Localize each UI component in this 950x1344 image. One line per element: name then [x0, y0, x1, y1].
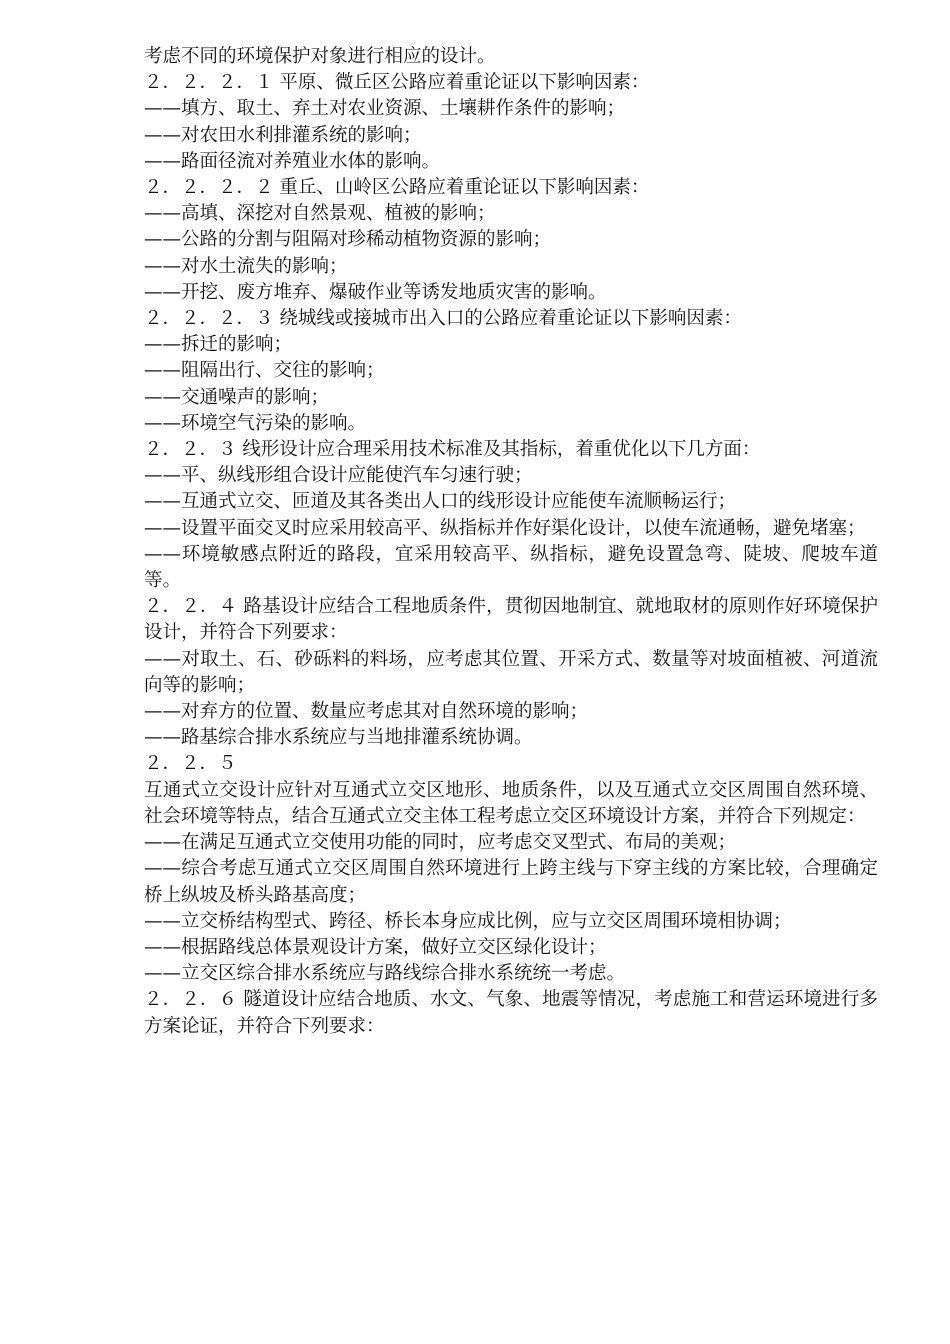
list-item: ——对取土、石、砂砾料的料场，应考虑其位置、开采方式、数量等对坡面植被、河道流向等的影响；	[144, 648, 878, 696]
list-item: ——设置平面交叉时应采用较高平、纵指标并作好渠化设计，以使车流通畅，避免堵塞；	[144, 517, 866, 539]
section-heading: ２．２．２．２ 重丘、山岭区公路应着重论证以下影响因素：	[144, 177, 650, 199]
list-item: ——对水土流失的影响；	[144, 255, 348, 277]
section-heading: ２．２．５	[144, 753, 237, 775]
list-item: ——对农田水利排灌系统的影响；	[144, 124, 422, 146]
list-item: ——立交区综合排水系统应与路线综合排水系统统一考虑。	[144, 963, 626, 985]
list-item: ——互通式立交、匝道及其各类出人口的线形设计应能使车流顺畅运行；	[144, 491, 737, 513]
list-item: ——在满足互通式立交使用功能的同时，应考虑交叉型式、布局的美观；	[144, 832, 737, 854]
list-item: ——高填、深挖对自然景观、植被的影响；	[144, 203, 496, 225]
text-line: 考虑不同的环境保护对象进行相应的设计。	[144, 46, 496, 67]
list-item: ——环境空气污染的影响。	[144, 412, 367, 434]
document-page	[144, 44, 878, 1040]
section-heading: ２．２．２．３ 绕城线或接城市出入口的公路应着重论证以下影响因素：	[144, 308, 742, 330]
list-item: ——阻隔出行、交往的影响；	[144, 360, 385, 382]
list-item: ——路基综合排水系统应与当地排灌系统协调。	[144, 727, 533, 749]
list-item: ——路面径流对养殖业水体的影响。	[144, 150, 441, 172]
section-heading: ２．２．６ 隧道设计应结合地质、水文、气象、地震等情况，考虑施工和营运环境进行多方案论证，并符合下列要求：	[144, 989, 878, 1037]
list-item: ——综合考虑互通式立交区周围自然环境进行上跨主线与下穿主线的方案比较，合理确定桥上纵坡及桥头路基高度；	[144, 858, 878, 906]
paragraph: 互通式立交设计应针对互通式立交区地形、地质条件，以及互通式立交区周围自然环境、社会环境等特点，结合互通式立交主体工程考虑立交区环境设计方案，并符合下列规定：	[144, 779, 878, 827]
list-item: ——填方、取土、弃土对农业资源、土壤耕作条件的影响；	[144, 98, 626, 120]
list-item: ——根据路线总体景观设计方案，做好立交区绿化设计；	[144, 936, 607, 958]
section-heading: ２．２．２．１ 平原、微丘区公路应着重论证以下影响因素：	[144, 72, 650, 94]
list-item: ——环境敏感点附近的路段，宜采用较高平、纵指标，避免设置急弯、陡坡、爬坡车道等。	[144, 543, 878, 592]
list-item: ——开挖、废方堆弃、爆破作业等诱发地质灾害的影响。	[144, 281, 607, 303]
list-item: ——交通噪声的影响；	[144, 386, 330, 408]
list-item: ——公路的分割与阻隔对珍稀动植物资源的影响；	[144, 229, 552, 251]
list-item: ——立交桥结构型式、跨径、桥长本身应成比例，应与立交区周围环境相协调；	[144, 910, 792, 932]
list-item: ——平、纵线形组合设计应能使汽车匀速行驶；	[144, 465, 533, 487]
section-heading: ２．２．３ 线形设计应合理采用技术标准及其指标，着重优化以下几方面：	[144, 439, 761, 461]
list-item: ——对弃方的位置、数量应考虑其对自然环境的影响；	[144, 701, 589, 723]
list-item: ——拆迁的影响；	[144, 334, 293, 356]
section-heading: ２．２．４ 路基设计应结合工程地质条件，贯彻因地制宜、就地取材的原则作好环境保护设计，并符合下列要求：	[144, 596, 878, 644]
